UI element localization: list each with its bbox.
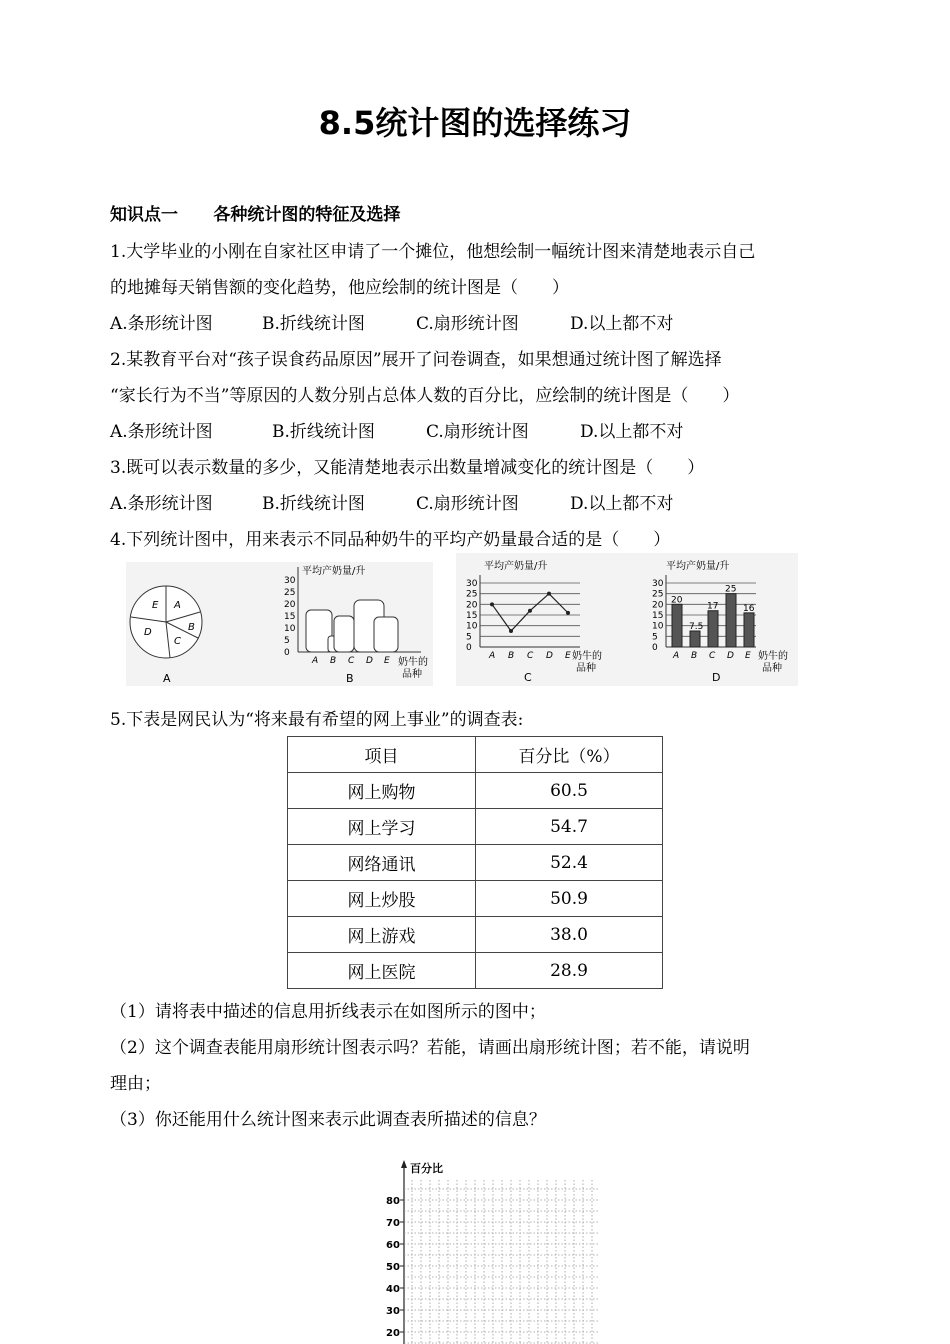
bar-chart: [652, 559, 788, 684]
q1-option-a: A.条形统计图: [110, 314, 213, 334]
q2-option-d: D.以上都不对: [580, 422, 684, 442]
y-tick-label: 70: [386, 1218, 400, 1229]
y-tick-label: 15: [284, 612, 296, 622]
q3-option-b: B.折线统计图: [262, 494, 365, 514]
table-cell: 网络通讯: [288, 845, 476, 881]
y-tick-label: 5: [652, 632, 658, 643]
q3-option-d: D.以上都不对: [570, 494, 674, 514]
data-label: 7.5: [689, 622, 704, 632]
x-axis-label-2: 品种: [402, 669, 422, 680]
data-point: [490, 602, 494, 606]
x-tick-label: C: [348, 656, 355, 666]
y-tick-label: 30: [284, 576, 296, 586]
jar-c: [334, 616, 354, 652]
table-cell: 50.9: [476, 881, 663, 917]
figure-caption: D: [712, 671, 721, 684]
y-tick-label: 5: [284, 636, 290, 646]
jar-e: [374, 617, 398, 652]
y-axis-label: 平均产奶量/升: [666, 561, 730, 572]
table-cell: 28.9: [476, 953, 663, 989]
section-label: 知识点一: [110, 205, 178, 225]
q3-text-1: 3.既可以表示数量的多少，又能清楚地表示出数量增减变化的统计图是（ ）: [110, 458, 705, 478]
y-axis-label: 平均产奶量/升: [484, 561, 548, 572]
x-tick-label: B: [691, 651, 698, 661]
q5-intro: 5.下表是网民认为“将来最有希望的网上事业”的调查表:: [110, 710, 524, 730]
y-tick-label: 20: [386, 1328, 400, 1339]
x-tick-label: A: [673, 651, 680, 661]
x-axis-label-2: 品种: [762, 663, 782, 674]
table-cell: 网上炒股: [288, 881, 476, 917]
y-tick-label: 25: [652, 589, 664, 600]
data-label: 20: [671, 595, 683, 606]
bar: [708, 611, 718, 647]
q2-text-1: 2.某教育平台对“孩子误食药品原因”展开了问卷调查，如果想通过统计图了解选择: [110, 350, 722, 370]
q2-text-2: “家长行为不当”等原因的人数分别占总体人数的百分比，应绘制的统计图是（ ）: [110, 386, 740, 406]
table-header: 百分比（%）: [476, 737, 663, 773]
q4-figure-cd-svg: [456, 553, 798, 686]
blank-grid-chart: [380, 1158, 600, 1344]
data-point: [528, 609, 532, 613]
x-axis-label-2: 品种: [576, 663, 596, 674]
bar: [726, 594, 736, 647]
q4-text-1: 4.下列统计图中，用来表示不同品种奶牛的平均产奶量最合适的是（ ）: [110, 530, 671, 550]
table-row: [288, 881, 663, 917]
q4-figure-ab: [126, 562, 433, 686]
q5-sub3: （3）你还能用什么统计图来表示此调查表所描述的信息？: [110, 1110, 546, 1130]
x-tick-label: C: [709, 651, 716, 661]
grid-y-label: 百分比: [410, 1162, 443, 1175]
q2-options: [110, 417, 683, 442]
x-axis-label: 奶牛的: [398, 657, 428, 668]
y-tick-label: 40: [386, 1284, 400, 1295]
q2-option-b: B.折线统计图: [272, 422, 375, 442]
y-tick-label: 25: [466, 589, 478, 600]
x-tick-label: D: [546, 651, 553, 661]
data-label: 16: [743, 603, 755, 614]
table-cell: 网上游戏: [288, 917, 476, 953]
table-cell: 52.4: [476, 845, 663, 881]
section-title: 各种统计图的特征及选择: [213, 205, 401, 225]
y-tick-label: 20: [284, 600, 296, 610]
y-axis-label: 平均产奶量/升: [302, 566, 366, 577]
q3-option-a: A.条形统计图: [110, 494, 213, 514]
q4-figure-ab-svg: [126, 562, 433, 686]
table-row: [288, 953, 663, 989]
y-tick-label: 20: [652, 600, 664, 611]
q1-option-b: B.折线统计图: [262, 314, 365, 334]
q1-options: [110, 309, 673, 334]
data-point: [566, 611, 570, 615]
x-tick-label: A: [489, 651, 496, 661]
x-tick-label: C: [527, 651, 534, 661]
x-tick-label: E: [745, 651, 751, 661]
q1-text-2: 的地摊每天销售额的变化趋势，他应绘制的统计图是（ ）: [110, 278, 569, 298]
figure-caption: A: [163, 672, 171, 685]
bar: [744, 613, 754, 647]
table-row: [288, 809, 663, 845]
x-tick-label: B: [330, 656, 337, 666]
y-tick-label: 20: [466, 600, 478, 611]
data-point: [547, 592, 551, 596]
q1-option-c: C.扇形统计图: [416, 314, 519, 334]
x-tick-label: A: [312, 656, 319, 666]
data-label: 25: [725, 584, 737, 595]
x-axis-label: 奶牛的: [572, 651, 602, 662]
y-tick-label: 0: [284, 648, 290, 658]
x-tick-label: B: [508, 651, 515, 661]
line-chart: [466, 559, 602, 684]
q3-option-c: C.扇形统计图: [416, 494, 519, 514]
y-tick-label: 5: [466, 632, 472, 643]
bar: [672, 604, 682, 647]
q3-options: [110, 489, 673, 514]
pictograph-chart: [284, 564, 428, 685]
pie-chart: [130, 586, 202, 685]
y-tick-label: 15: [466, 611, 478, 621]
table-row: [288, 845, 663, 881]
data-point: [509, 629, 513, 633]
y-tick-label: 10: [466, 621, 478, 632]
q2-option-c: C.扇形统计图: [426, 422, 529, 442]
pie-label: B: [188, 622, 195, 633]
section-heading: [110, 200, 400, 225]
x-axis-label: 奶牛的: [758, 651, 788, 662]
y-tick-label: 60: [386, 1240, 400, 1251]
pie-label: E: [152, 600, 159, 611]
table-cell: 54.7: [476, 809, 663, 845]
q1-text-1: 1.大学毕业的小刚在自家社区申请了一个摊位，他想绘制一幅统计图来清楚地表示自己: [110, 242, 756, 262]
y-tick-label: 10: [284, 624, 296, 634]
x-tick-label: D: [727, 651, 734, 661]
table-cell: 网上学习: [288, 809, 476, 845]
table-cell: 60.5: [476, 773, 663, 809]
q5-sub1: （1）请将表中描述的信息用折线表示在如图所示的图中；: [110, 1002, 546, 1022]
y-tick-label: 0: [466, 643, 472, 653]
page-title: 8.5统计图的选择练习: [318, 104, 632, 142]
y-tick-label: 30: [652, 579, 664, 589]
table-row: [288, 773, 663, 809]
x-tick-label: D: [366, 656, 373, 666]
x-tick-label: E: [565, 651, 571, 661]
table-cell: 38.0: [476, 917, 663, 953]
data-label: 17: [707, 601, 719, 612]
q5-sub2-2: 理由；: [110, 1074, 161, 1094]
x-tick-label: E: [384, 656, 390, 666]
table-row: [288, 917, 663, 953]
q1-option-d: D.以上都不对: [570, 314, 674, 334]
table-header: 项目: [288, 737, 476, 773]
table-header-row: [288, 737, 663, 773]
bar: [690, 631, 700, 647]
survey-table: [287, 736, 663, 989]
y-tick-label: 80: [386, 1196, 400, 1207]
table-cell: 网上购物: [288, 773, 476, 809]
y-tick-label: 30: [386, 1306, 400, 1317]
figure-caption: C: [524, 671, 532, 684]
y-tick-label: 15: [652, 611, 664, 621]
q2-option-a: A.条形统计图: [110, 422, 213, 442]
y-tick-label: 50: [386, 1262, 400, 1273]
q5-sub2-1: （2）这个调查表能用扇形统计图表示吗？若能，请画出扇形统计图；若不能，请说明: [110, 1038, 750, 1058]
pie-label: D: [144, 627, 152, 638]
q4-figure-cd: [456, 553, 798, 686]
table-cell: 网上医院: [288, 953, 476, 989]
pie-label: C: [174, 636, 181, 647]
figure-caption: B: [346, 672, 354, 685]
y-tick-label: 0: [652, 643, 658, 653]
y-tick-label: 30: [466, 579, 478, 589]
y-tick-label: 25: [284, 588, 296, 598]
y-tick-label: 10: [652, 621, 664, 632]
pie-label: A: [174, 600, 181, 611]
